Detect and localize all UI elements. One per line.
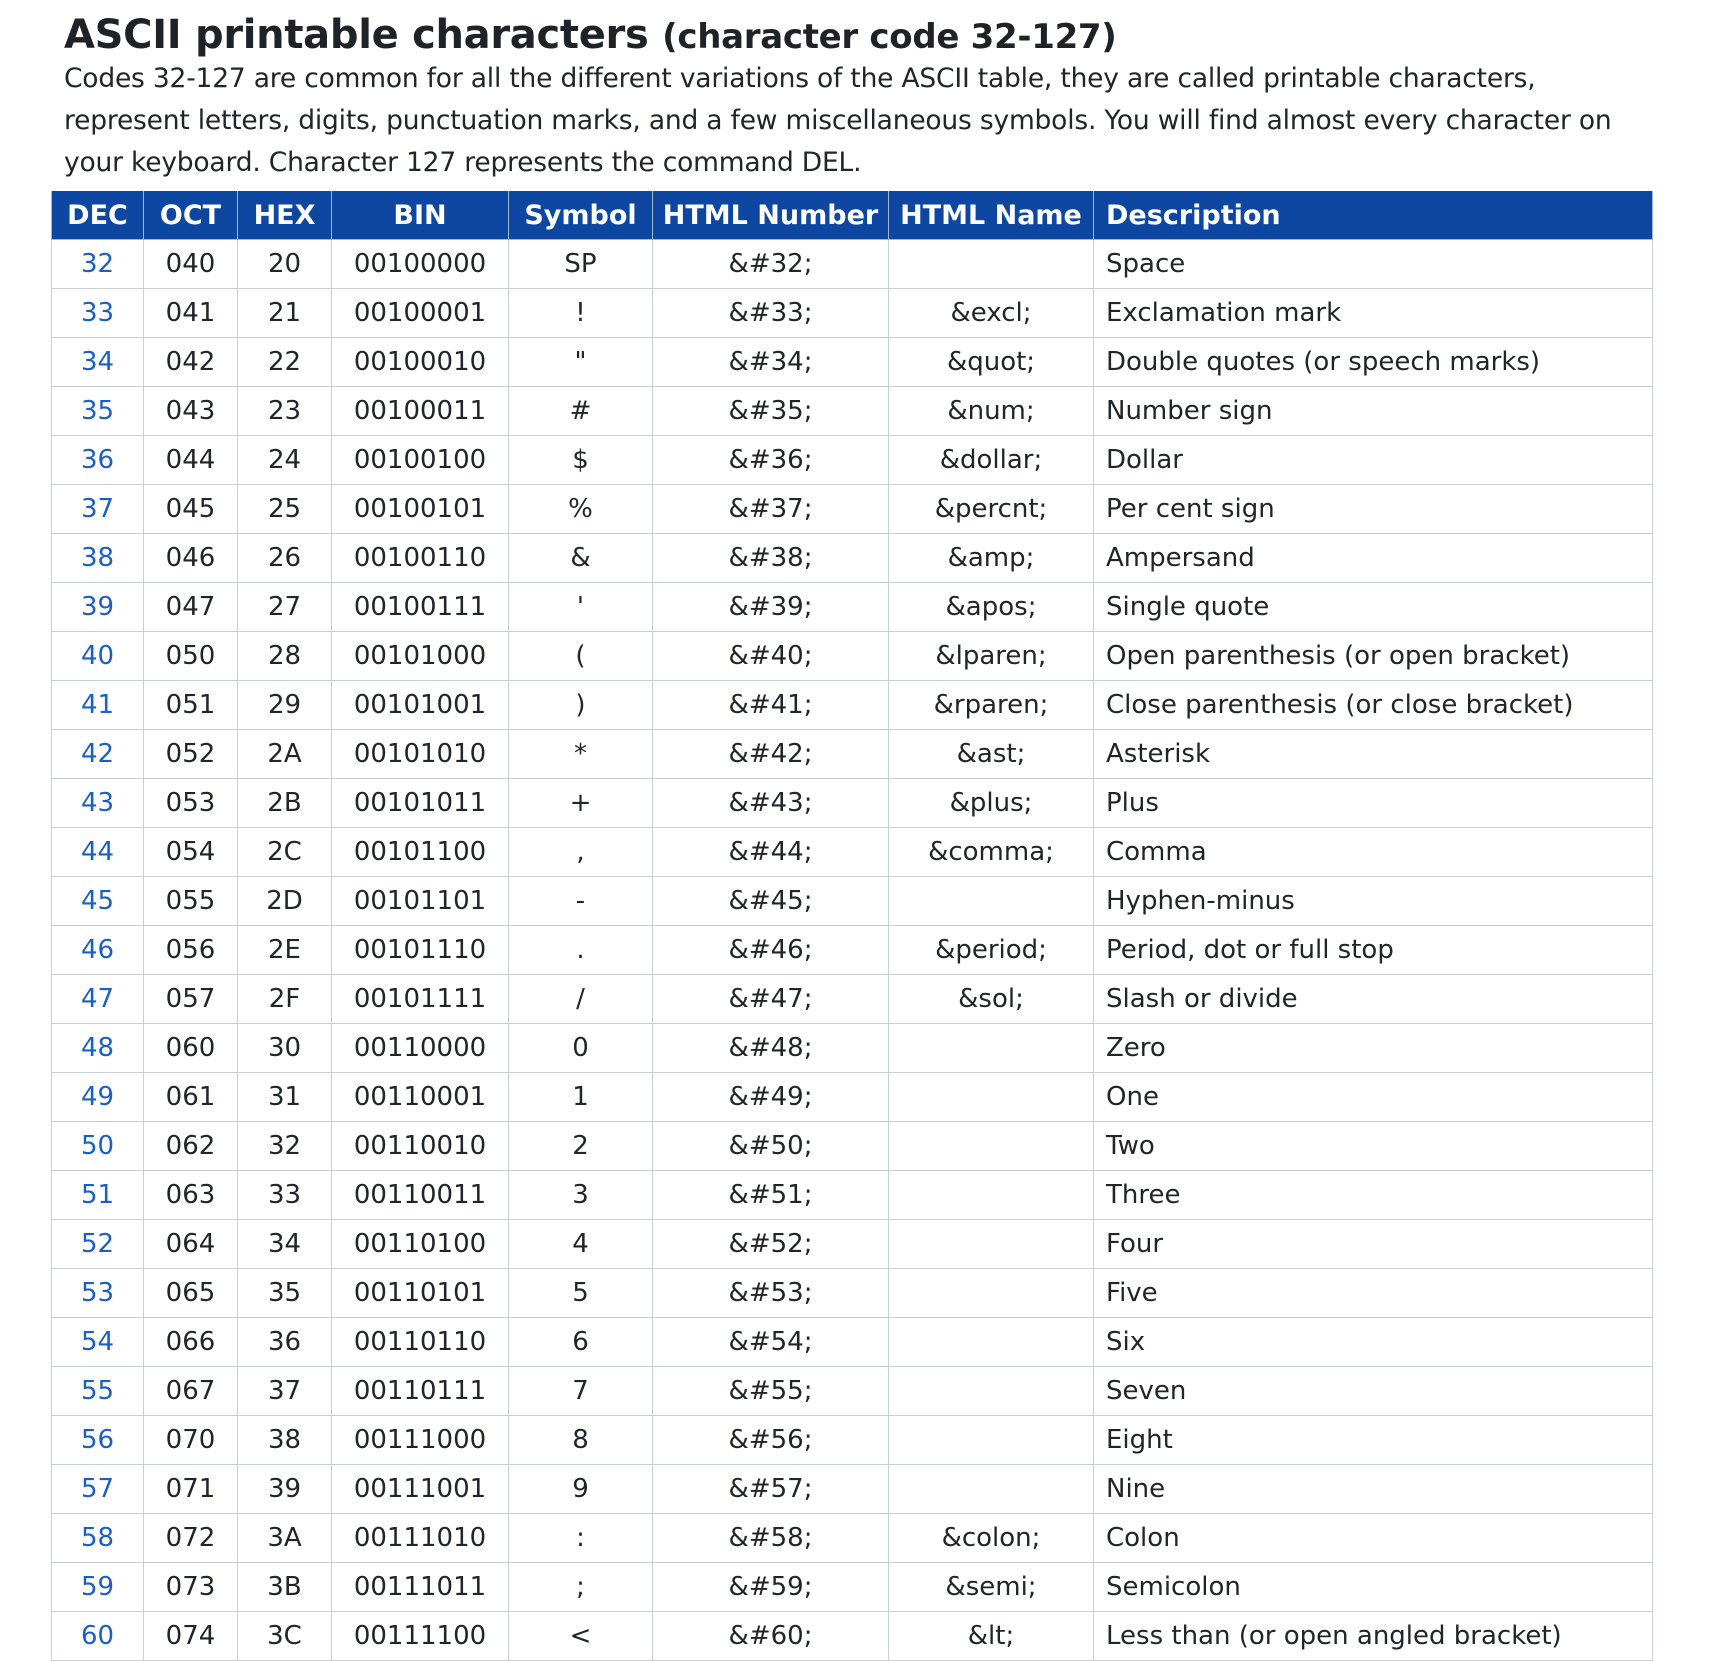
cell-dec[interactable]: 43 [52, 779, 144, 828]
cell-description: Plus [1094, 779, 1653, 828]
cell-symbol: ; [509, 1563, 653, 1612]
cell-bin: 00110101 [332, 1269, 509, 1318]
cell-hex: 31 [238, 1073, 332, 1122]
cell-dec[interactable]: 42 [52, 730, 144, 779]
cell-oct: 074 [144, 1612, 238, 1661]
cell-html-name: &colon; [889, 1514, 1094, 1563]
cell-oct: 062 [144, 1122, 238, 1171]
cell-description: Hyphen-minus [1094, 877, 1653, 926]
cell-dec[interactable]: 47 [52, 975, 144, 1024]
cell-hex: 29 [238, 681, 332, 730]
cell-description: Four [1094, 1220, 1653, 1269]
cell-html-name: &comma; [889, 828, 1094, 877]
table-row [52, 828, 1653, 877]
column-header-hex: HEX [238, 191, 332, 240]
table-row [52, 1318, 1653, 1367]
cell-dec[interactable]: 48 [52, 1024, 144, 1073]
cell-symbol: 2 [509, 1122, 653, 1171]
cell-oct: 044 [144, 436, 238, 485]
cell-hex: 36 [238, 1318, 332, 1367]
cell-hex: 26 [238, 534, 332, 583]
cell-description: Seven [1094, 1367, 1653, 1416]
cell-bin: 00100110 [332, 534, 509, 583]
cell-description: Five [1094, 1269, 1653, 1318]
table-row [52, 1465, 1653, 1514]
cell-oct: 064 [144, 1220, 238, 1269]
cell-bin: 00100010 [332, 338, 509, 387]
cell-hex: 32 [238, 1122, 332, 1171]
cell-html-name [889, 1024, 1094, 1073]
cell-bin: 00100011 [332, 387, 509, 436]
cell-bin: 00101010 [332, 730, 509, 779]
cell-dec[interactable]: 36 [52, 436, 144, 485]
cell-symbol: & [509, 534, 653, 583]
cell-hex: 37 [238, 1367, 332, 1416]
page-title [64, 10, 1117, 62]
cell-oct: 053 [144, 779, 238, 828]
cell-description: Single quote [1094, 583, 1653, 632]
table-row [52, 632, 1653, 681]
page-title-main: ASCII printable characters [64, 12, 649, 58]
cell-html-name [889, 1367, 1094, 1416]
cell-html-name [889, 240, 1094, 289]
table-row [52, 583, 1653, 632]
cell-html-name: &lt; [889, 1612, 1094, 1661]
cell-oct: 073 [144, 1563, 238, 1612]
table-row [52, 1367, 1653, 1416]
cell-hex: 2E [238, 926, 332, 975]
intro-paragraph: Codes 32-127 are common for all the different variations of the ASCII table, they are called printable characters, represent letters, digits, punctuation marks, and a few miscellaneous symbols. You will find almost every character on your keyboard. Character 127 represents the command DEL. [64, 63, 1612, 178]
cell-html-name: &excl; [889, 289, 1094, 338]
cell-bin: 00101100 [332, 828, 509, 877]
cell-symbol: 6 [509, 1318, 653, 1367]
cell-symbol: 5 [509, 1269, 653, 1318]
table-row [52, 485, 1653, 534]
cell-bin: 00101111 [332, 975, 509, 1024]
table-row [52, 534, 1653, 583]
cell-oct: 042 [144, 338, 238, 387]
cell-dec[interactable]: 38 [52, 534, 144, 583]
cell-html-number: &#59; [653, 1563, 889, 1612]
cell-description: Space [1094, 240, 1653, 289]
cell-html-number: &#53; [653, 1269, 889, 1318]
cell-description: Less than (or open angled bracket) [1094, 1612, 1653, 1661]
cell-oct: 051 [144, 681, 238, 730]
cell-symbol: ( [509, 632, 653, 681]
ascii-table-container [51, 191, 1653, 1661]
cell-dec[interactable]: 58 [52, 1514, 144, 1563]
cell-description: Open parenthesis (or open bracket) [1094, 632, 1653, 681]
cell-symbol: 9 [509, 1465, 653, 1514]
table-row [52, 1171, 1653, 1220]
cell-html-name [889, 1171, 1094, 1220]
cell-bin: 00110111 [332, 1367, 509, 1416]
table-row [52, 289, 1653, 338]
cell-oct: 070 [144, 1416, 238, 1465]
table-row [52, 1220, 1653, 1269]
cell-bin: 00110110 [332, 1318, 509, 1367]
cell-hex: 25 [238, 485, 332, 534]
column-header-oct: OCT [144, 191, 238, 240]
cell-oct: 041 [144, 289, 238, 338]
cell-symbol: . [509, 926, 653, 975]
cell-bin: 00110010 [332, 1122, 509, 1171]
cell-oct: 045 [144, 485, 238, 534]
table-row [52, 436, 1653, 485]
cell-bin: 00110011 [332, 1171, 509, 1220]
cell-oct: 061 [144, 1073, 238, 1122]
cell-bin: 00100101 [332, 485, 509, 534]
cell-dec[interactable]: 57 [52, 1465, 144, 1514]
table-row [52, 1514, 1653, 1563]
column-header-description: Description [1094, 191, 1653, 240]
cell-description: Dollar [1094, 436, 1653, 485]
table-row [52, 975, 1653, 1024]
cell-bin: 00101101 [332, 877, 509, 926]
cell-html-number: &#57; [653, 1465, 889, 1514]
cell-symbol: 8 [509, 1416, 653, 1465]
cell-symbol: " [509, 338, 653, 387]
cell-html-number: &#58; [653, 1514, 889, 1563]
cell-dec[interactable]: 37 [52, 485, 144, 534]
cell-html-name [889, 1122, 1094, 1171]
table-row [52, 1122, 1653, 1171]
cell-dec[interactable]: 56 [52, 1416, 144, 1465]
cell-bin: 00111000 [332, 1416, 509, 1465]
cell-html-name: &semi; [889, 1563, 1094, 1612]
cell-symbol: , [509, 828, 653, 877]
cell-bin: 00101110 [332, 926, 509, 975]
cell-description: Per cent sign [1094, 485, 1653, 534]
cell-hex: 3B [238, 1563, 332, 1612]
cell-symbol: < [509, 1612, 653, 1661]
cell-description: Double quotes (or speech marks) [1094, 338, 1653, 387]
column-header-html-number: HTML Number [653, 191, 889, 240]
cell-html-name: &percnt; [889, 485, 1094, 534]
cell-hex: 38 [238, 1416, 332, 1465]
cell-description: Colon [1094, 1514, 1653, 1563]
cell-bin: 00101001 [332, 681, 509, 730]
table-row [52, 926, 1653, 975]
cell-bin: 00100000 [332, 240, 509, 289]
cell-html-name [889, 1073, 1094, 1122]
cell-hex: 2A [238, 730, 332, 779]
cell-description: Close parenthesis (or close bracket) [1094, 681, 1653, 730]
cell-html-number: &#34; [653, 338, 889, 387]
cell-html-number: &#42; [653, 730, 889, 779]
table-row [52, 779, 1653, 828]
cell-html-name [889, 877, 1094, 926]
cell-html-number: &#45; [653, 877, 889, 926]
cell-bin: 00100100 [332, 436, 509, 485]
cell-oct: 071 [144, 1465, 238, 1514]
cell-dec[interactable]: 35 [52, 387, 144, 436]
cell-description: Number sign [1094, 387, 1653, 436]
cell-html-name [889, 1416, 1094, 1465]
cell-bin: 00101011 [332, 779, 509, 828]
cell-symbol: / [509, 975, 653, 1024]
cell-html-number: &#55; [653, 1367, 889, 1416]
table-row [52, 877, 1653, 926]
cell-html-number: &#40; [653, 632, 889, 681]
cell-description: Exclamation mark [1094, 289, 1653, 338]
cell-symbol: SP [509, 240, 653, 289]
ascii-table [51, 191, 1653, 1661]
cell-html-name: &dollar; [889, 436, 1094, 485]
cell-html-name [889, 1465, 1094, 1514]
cell-oct: 066 [144, 1318, 238, 1367]
cell-hex: 35 [238, 1269, 332, 1318]
column-header-bin: BIN [332, 191, 509, 240]
cell-symbol: ) [509, 681, 653, 730]
cell-oct: 060 [144, 1024, 238, 1073]
cell-oct: 055 [144, 877, 238, 926]
table-row [52, 1563, 1653, 1612]
cell-dec[interactable]: 51 [52, 1171, 144, 1220]
cell-description: Six [1094, 1318, 1653, 1367]
cell-oct: 072 [144, 1514, 238, 1563]
cell-description: One [1094, 1073, 1653, 1122]
cell-symbol: ! [509, 289, 653, 338]
cell-html-number: &#43; [653, 779, 889, 828]
cell-symbol: 1 [509, 1073, 653, 1122]
cell-dec[interactable]: 52 [52, 1220, 144, 1269]
cell-description: Two [1094, 1122, 1653, 1171]
cell-oct: 056 [144, 926, 238, 975]
cell-hex: 23 [238, 387, 332, 436]
cell-html-number: &#46; [653, 926, 889, 975]
cell-bin: 00100111 [332, 583, 509, 632]
cell-bin: 00110100 [332, 1220, 509, 1269]
cell-html-number: &#48; [653, 1024, 889, 1073]
cell-html-name [889, 1318, 1094, 1367]
cell-html-number: &#54; [653, 1318, 889, 1367]
cell-bin: 00100001 [332, 289, 509, 338]
cell-symbol: 7 [509, 1367, 653, 1416]
table-row [52, 1612, 1653, 1661]
cell-html-number: &#50; [653, 1122, 889, 1171]
cell-oct: 050 [144, 632, 238, 681]
table-row [52, 681, 1653, 730]
cell-html-number: &#36; [653, 436, 889, 485]
cell-html-number: &#51; [653, 1171, 889, 1220]
cell-dec[interactable]: 39 [52, 583, 144, 632]
cell-html-number: &#32; [653, 240, 889, 289]
cell-hex: 22 [238, 338, 332, 387]
cell-html-number: &#37; [653, 485, 889, 534]
cell-symbol: 3 [509, 1171, 653, 1220]
cell-hex: 20 [238, 240, 332, 289]
table-header [52, 191, 1653, 240]
cell-bin: 00110000 [332, 1024, 509, 1073]
cell-description: Ampersand [1094, 534, 1653, 583]
cell-description: Comma [1094, 828, 1653, 877]
cell-dec[interactable]: 54 [52, 1318, 144, 1367]
cell-html-number: &#41; [653, 681, 889, 730]
cell-description: Eight [1094, 1416, 1653, 1465]
cell-symbol: : [509, 1514, 653, 1563]
cell-dec[interactable]: 41 [52, 681, 144, 730]
cell-symbol: ' [509, 583, 653, 632]
column-header-symbol: Symbol [509, 191, 653, 240]
cell-dec[interactable]: 53 [52, 1269, 144, 1318]
cell-hex: 2D [238, 877, 332, 926]
cell-html-name [889, 1220, 1094, 1269]
cell-dec[interactable]: 33 [52, 289, 144, 338]
cell-html-number: &#44; [653, 828, 889, 877]
cell-html-name: &num; [889, 387, 1094, 436]
cell-html-name: &ast; [889, 730, 1094, 779]
cell-oct: 067 [144, 1367, 238, 1416]
table-header-row [52, 191, 1653, 240]
cell-oct: 065 [144, 1269, 238, 1318]
table-row [52, 730, 1653, 779]
cell-hex: 3A [238, 1514, 332, 1563]
cell-dec[interactable]: 60 [52, 1612, 144, 1661]
cell-dec[interactable]: 32 [52, 240, 144, 289]
cell-html-name: &rparen; [889, 681, 1094, 730]
cell-html-name: &plus; [889, 779, 1094, 828]
cell-hex: 2F [238, 975, 332, 1024]
cell-bin: 00111100 [332, 1612, 509, 1661]
cell-oct: 057 [144, 975, 238, 1024]
cell-hex: 33 [238, 1171, 332, 1220]
cell-hex: 24 [238, 436, 332, 485]
cell-symbol: - [509, 877, 653, 926]
cell-dec[interactable]: 59 [52, 1563, 144, 1612]
cell-hex: 30 [238, 1024, 332, 1073]
cell-hex: 34 [238, 1220, 332, 1269]
column-header-html-name: HTML Name [889, 191, 1094, 240]
cell-html-name: &lparen; [889, 632, 1094, 681]
cell-html-number: &#49; [653, 1073, 889, 1122]
cell-html-number: &#60; [653, 1612, 889, 1661]
cell-bin: 00101000 [332, 632, 509, 681]
cell-html-name [889, 1269, 1094, 1318]
table-body [52, 240, 1653, 1661]
cell-html-number: &#52; [653, 1220, 889, 1269]
cell-description: Semicolon [1094, 1563, 1653, 1612]
cell-symbol: * [509, 730, 653, 779]
table-row [52, 1073, 1653, 1122]
cell-html-number: &#39; [653, 583, 889, 632]
cell-hex: 3C [238, 1612, 332, 1661]
cell-html-number: &#47; [653, 975, 889, 1024]
cell-dec[interactable]: 45 [52, 877, 144, 926]
cell-description: Slash or divide [1094, 975, 1653, 1024]
cell-hex: 21 [238, 289, 332, 338]
cell-oct: 040 [144, 240, 238, 289]
cell-symbol: % [509, 485, 653, 534]
page-title-subtitle: (character code 32-127) [662, 17, 1117, 57]
cell-html-name: &sol; [889, 975, 1094, 1024]
table-row [52, 240, 1653, 289]
cell-oct: 043 [144, 387, 238, 436]
cell-description: Three [1094, 1171, 1653, 1220]
table-row [52, 387, 1653, 436]
cell-bin: 00111011 [332, 1563, 509, 1612]
cell-dec[interactable]: 50 [52, 1122, 144, 1171]
cell-bin: 00111010 [332, 1514, 509, 1563]
cell-bin: 00110001 [332, 1073, 509, 1122]
cell-hex: 2B [238, 779, 332, 828]
table-row [52, 1416, 1653, 1465]
cell-html-name: &period; [889, 926, 1094, 975]
cell-html-name: &apos; [889, 583, 1094, 632]
cell-bin: 00111001 [332, 1465, 509, 1514]
table-row [52, 338, 1653, 387]
cell-symbol: + [509, 779, 653, 828]
cell-oct: 054 [144, 828, 238, 877]
cell-oct: 052 [144, 730, 238, 779]
cell-symbol: # [509, 387, 653, 436]
cell-oct: 063 [144, 1171, 238, 1220]
cell-dec[interactable]: 49 [52, 1073, 144, 1122]
cell-html-number: &#38; [653, 534, 889, 583]
cell-html-name: &quot; [889, 338, 1094, 387]
cell-html-name: &amp; [889, 534, 1094, 583]
cell-hex: 27 [238, 583, 332, 632]
cell-hex: 28 [238, 632, 332, 681]
table-row [52, 1024, 1653, 1073]
cell-hex: 39 [238, 1465, 332, 1514]
cell-html-number: &#35; [653, 387, 889, 436]
cell-description: Period, dot or full stop [1094, 926, 1653, 975]
cell-symbol: $ [509, 436, 653, 485]
cell-hex: 2C [238, 828, 332, 877]
cell-html-number: &#56; [653, 1416, 889, 1465]
cell-description: Asterisk [1094, 730, 1653, 779]
cell-dec[interactable]: 55 [52, 1367, 144, 1416]
cell-oct: 046 [144, 534, 238, 583]
cell-description: Zero [1094, 1024, 1653, 1073]
cell-dec[interactable]: 44 [52, 828, 144, 877]
cell-dec[interactable]: 34 [52, 338, 144, 387]
cell-description: Nine [1094, 1465, 1653, 1514]
cell-html-number: &#33; [653, 289, 889, 338]
cell-symbol: 4 [509, 1220, 653, 1269]
cell-symbol: 0 [509, 1024, 653, 1073]
cell-dec[interactable]: 40 [52, 632, 144, 681]
table-row [52, 1269, 1653, 1318]
cell-dec[interactable]: 46 [52, 926, 144, 975]
cell-oct: 047 [144, 583, 238, 632]
column-header-dec: DEC [52, 191, 144, 240]
